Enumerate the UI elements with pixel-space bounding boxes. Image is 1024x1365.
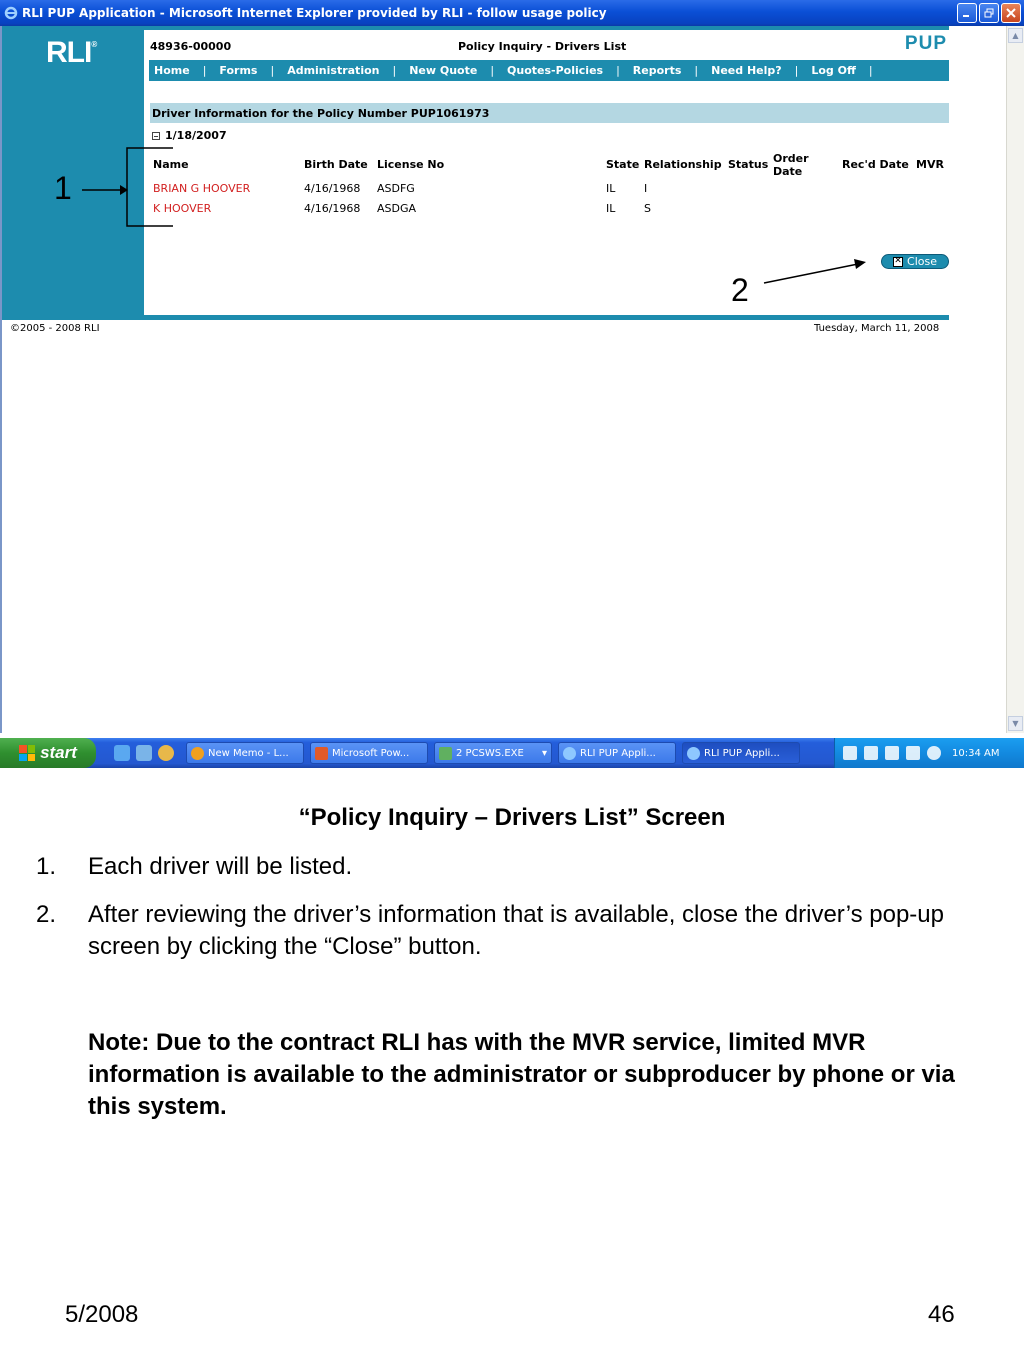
nav-separator: |	[490, 64, 495, 77]
driver-birth-date: 4/16/1968	[304, 202, 361, 215]
list-number: 1.	[36, 853, 57, 880]
col-header-recd-date: Rec'd Date	[842, 158, 909, 171]
close-label: Close	[907, 255, 937, 268]
col-header-birth-date: Birth Date	[304, 158, 368, 171]
taskbar	[0, 738, 1024, 768]
tray-network-icon[interactable]	[906, 746, 920, 760]
nav-separator: |	[794, 64, 799, 77]
terminal-icon	[439, 747, 452, 760]
col-header-license-no: License No	[377, 158, 445, 171]
windows-flag-icon	[19, 745, 35, 761]
list-number: 2.	[36, 901, 57, 928]
system-tray	[834, 738, 1024, 768]
policy-id: 48936-00000	[150, 40, 232, 53]
nav-bar	[149, 60, 949, 81]
callout-arrow-2	[762, 256, 870, 286]
ie-icon	[687, 747, 700, 760]
date-group	[152, 129, 227, 142]
vertical-scrollbar[interactable]	[1006, 26, 1024, 733]
col-header-name: Name	[153, 158, 189, 171]
ie-quicklaunch-icon[interactable]	[114, 745, 130, 761]
nav-reports[interactable]: Reports	[632, 64, 682, 77]
nav-separator: |	[868, 64, 873, 77]
scroll-up-arrow-icon[interactable]: ▲	[1008, 28, 1023, 43]
col-header-mvr: MVR	[916, 158, 944, 171]
col-header-status: Status	[728, 158, 769, 171]
ie-icon	[563, 747, 576, 760]
nav-quotes-policies[interactable]: Quotes-Policies	[507, 64, 604, 77]
taskbar-button-active[interactable]: RLI PUP Appli...	[682, 742, 800, 764]
driver-relationship: S	[644, 202, 651, 215]
driver-state: IL	[606, 202, 616, 215]
media-player-icon[interactable]	[158, 745, 174, 761]
bottom-strip	[2, 315, 949, 320]
driver-birth-date: 4/16/1968	[304, 182, 361, 195]
driver-state: IL	[606, 182, 616, 195]
taskbar-button[interactable]: RLI PUP Appli...	[558, 742, 676, 764]
taskbar-button[interactable]: 2 PCSWS.EXE ▾	[434, 742, 552, 764]
slide-date: 5/2008	[65, 1301, 139, 1328]
nav-separator: |	[270, 64, 275, 77]
col-header-date: Date	[773, 165, 803, 178]
tray-edit-icon[interactable]	[885, 746, 899, 760]
copyright: ©2005 - 2008 RLI	[10, 323, 100, 334]
restore-icon	[984, 8, 994, 18]
start-button[interactable]	[0, 738, 96, 768]
nav-log-off[interactable]: Log Off	[811, 64, 856, 77]
callout-number-1: 1	[54, 170, 72, 206]
lotus-notes-icon	[191, 747, 204, 760]
slide-number: 46	[928, 1301, 955, 1328]
collapse-icon[interactable]	[152, 132, 160, 140]
group-date: 1/18/2007	[165, 129, 227, 142]
tray-expand-icon[interactable]	[927, 746, 941, 760]
nav-forms[interactable]: Forms	[219, 64, 258, 77]
driver-name-link[interactable]: BRIAN G HOOVER	[153, 182, 251, 195]
outlook-quicklaunch-icon[interactable]	[136, 745, 152, 761]
scroll-down-arrow-icon[interactable]: ▼	[1008, 716, 1023, 731]
driver-license-no: ASDGA	[377, 202, 417, 215]
taskbar-button[interactable]: Microsoft Pow...	[310, 742, 428, 764]
clock: 10:34 AM	[952, 747, 1000, 759]
callout-number-2: 2	[731, 272, 749, 308]
col-header-relationship: Relationship	[644, 158, 722, 171]
start-label: start	[40, 743, 77, 762]
close-window-button[interactable]	[1001, 3, 1021, 23]
col-header-state: State	[606, 158, 640, 171]
nav-separator: |	[616, 64, 620, 77]
note-text: Note: Due to the contract RLI has with the MVR service, limited MVR information is available to the administrator or subproducer by phone or via this system.	[88, 1029, 955, 1120]
nav-administration[interactable]: Administration	[287, 64, 380, 77]
page-viewport	[0, 26, 1006, 733]
taskbar-button[interactable]: New Memo - L...	[186, 742, 304, 764]
close-button[interactable]	[881, 254, 949, 269]
close-icon: ✕	[894, 256, 902, 266]
driver-relationship: I	[644, 182, 648, 195]
tray-keyboard-icon[interactable]	[864, 746, 878, 760]
pup-logo: PUP	[904, 33, 947, 54]
page-heading: Policy Inquiry - Drivers List	[458, 40, 627, 53]
nav-separator: |	[202, 64, 207, 77]
nav-new-quote[interactable]: New Quote	[409, 64, 478, 77]
section-title: Driver Information for the Policy Number PUP1061973	[150, 103, 949, 123]
top-strip	[144, 26, 949, 30]
window-titlebar[interactable]	[0, 0, 1024, 26]
nav-separator: |	[694, 64, 699, 77]
col-header-order: Order	[773, 152, 809, 165]
tray-pen-icon[interactable]	[843, 746, 857, 760]
chevron-down-icon: ▾	[541, 747, 547, 759]
ie-icon	[4, 6, 18, 20]
restore-button[interactable]	[979, 3, 999, 23]
window-title: RLI PUP Application - Microsoft Internet Explorer provided by RLI - follow usage policy	[22, 6, 607, 20]
callout-bracket-1	[76, 144, 176, 230]
powerpoint-icon	[315, 747, 328, 760]
close-icon	[1006, 8, 1016, 18]
slide-title: “Policy Inquiry – Drivers List” Screen	[298, 804, 726, 831]
list-text: After reviewing the driver’s information that is available, close the driver’s pop-up screen by clicking the “Close” button.	[88, 901, 944, 960]
driver-license-no: ASDFG	[377, 182, 415, 195]
minimize-icon	[962, 8, 972, 18]
nav-separator: |	[392, 64, 397, 77]
footer-date: Tuesday, March 11, 2008	[814, 323, 940, 334]
quick-launch	[114, 745, 174, 761]
nav-need-help[interactable]: Need Help?	[711, 64, 782, 77]
nav-home[interactable]: Home	[154, 64, 190, 77]
rli-logo: RLI®	[46, 36, 97, 69]
minimize-button[interactable]	[957, 3, 977, 23]
driver-name-link[interactable]: K HOOVER	[153, 202, 212, 215]
list-text: Each driver will be listed.	[88, 853, 353, 880]
